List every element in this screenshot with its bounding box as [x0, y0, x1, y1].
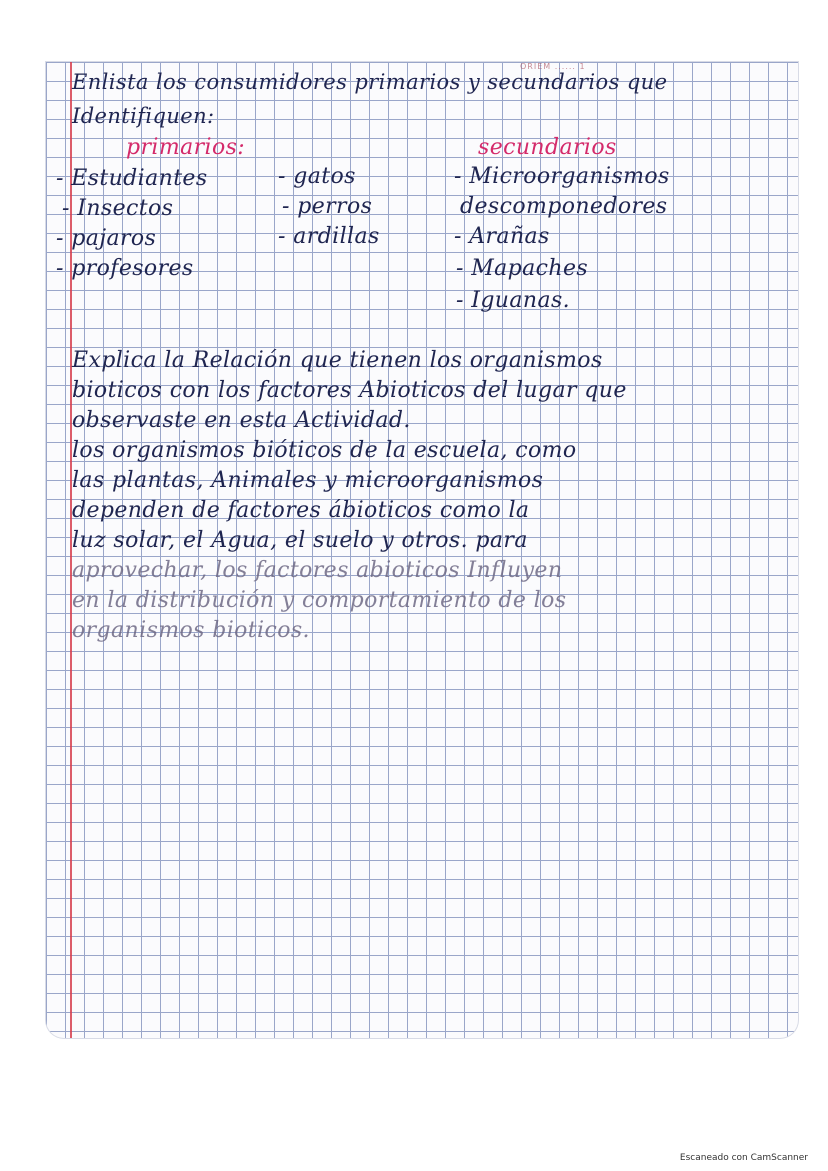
secundarios-item: - Iguanas.	[456, 288, 571, 313]
question2-line: observaste en esta Actividad.	[72, 408, 411, 433]
answer2-line: luz solar, el Agua, el suelo y otros. para	[72, 528, 528, 553]
answer2-line: las plantas, Animales y microorganismos	[72, 468, 544, 493]
primarios-item: - pajaros	[56, 226, 157, 251]
question2-line: Explica la Relación que tienen los organismos	[72, 348, 603, 373]
question2-line: bioticos con los factores Abioticos del lugar que	[72, 378, 627, 403]
answer2-line: los organismos bióticos de la escuela, como	[72, 438, 577, 463]
secundarios-heading: secundarios	[478, 135, 617, 160]
question1-line1: Enlista los consumidores primarios y secundarios que	[72, 70, 668, 94]
primarios-item: - perros	[282, 194, 373, 219]
secundarios-item: - Mapaches	[456, 256, 589, 281]
primarios-item: - Insectos	[62, 196, 174, 221]
primarios-heading: primarios:	[126, 135, 246, 160]
answer2-line: en la distribución y comportamiento de los	[72, 588, 567, 613]
answer2-line: organismos bioticos.	[72, 618, 310, 643]
header-stamp: ORIEM ...... 1	[520, 62, 586, 71]
primarios-item: - ardillas	[278, 224, 380, 249]
answer2-line: dependen de factores ábioticos como la	[72, 498, 530, 523]
secundarios-item: - Microorganismos	[454, 164, 670, 189]
answer2-line: aprovechar, los factores abioticos Influyen	[72, 558, 563, 583]
secundarios-item: descomponedores	[460, 194, 668, 219]
question1-line2: Identifiquen:	[72, 104, 215, 128]
camscanner-footer: Escaneado con CamScanner	[679, 1153, 808, 1163]
secundarios-item: - Arañas	[454, 224, 550, 249]
primarios-item: - profesores	[56, 256, 194, 281]
primarios-item: - Estudiantes	[56, 166, 208, 191]
primarios-item: - gatos	[278, 164, 356, 189]
